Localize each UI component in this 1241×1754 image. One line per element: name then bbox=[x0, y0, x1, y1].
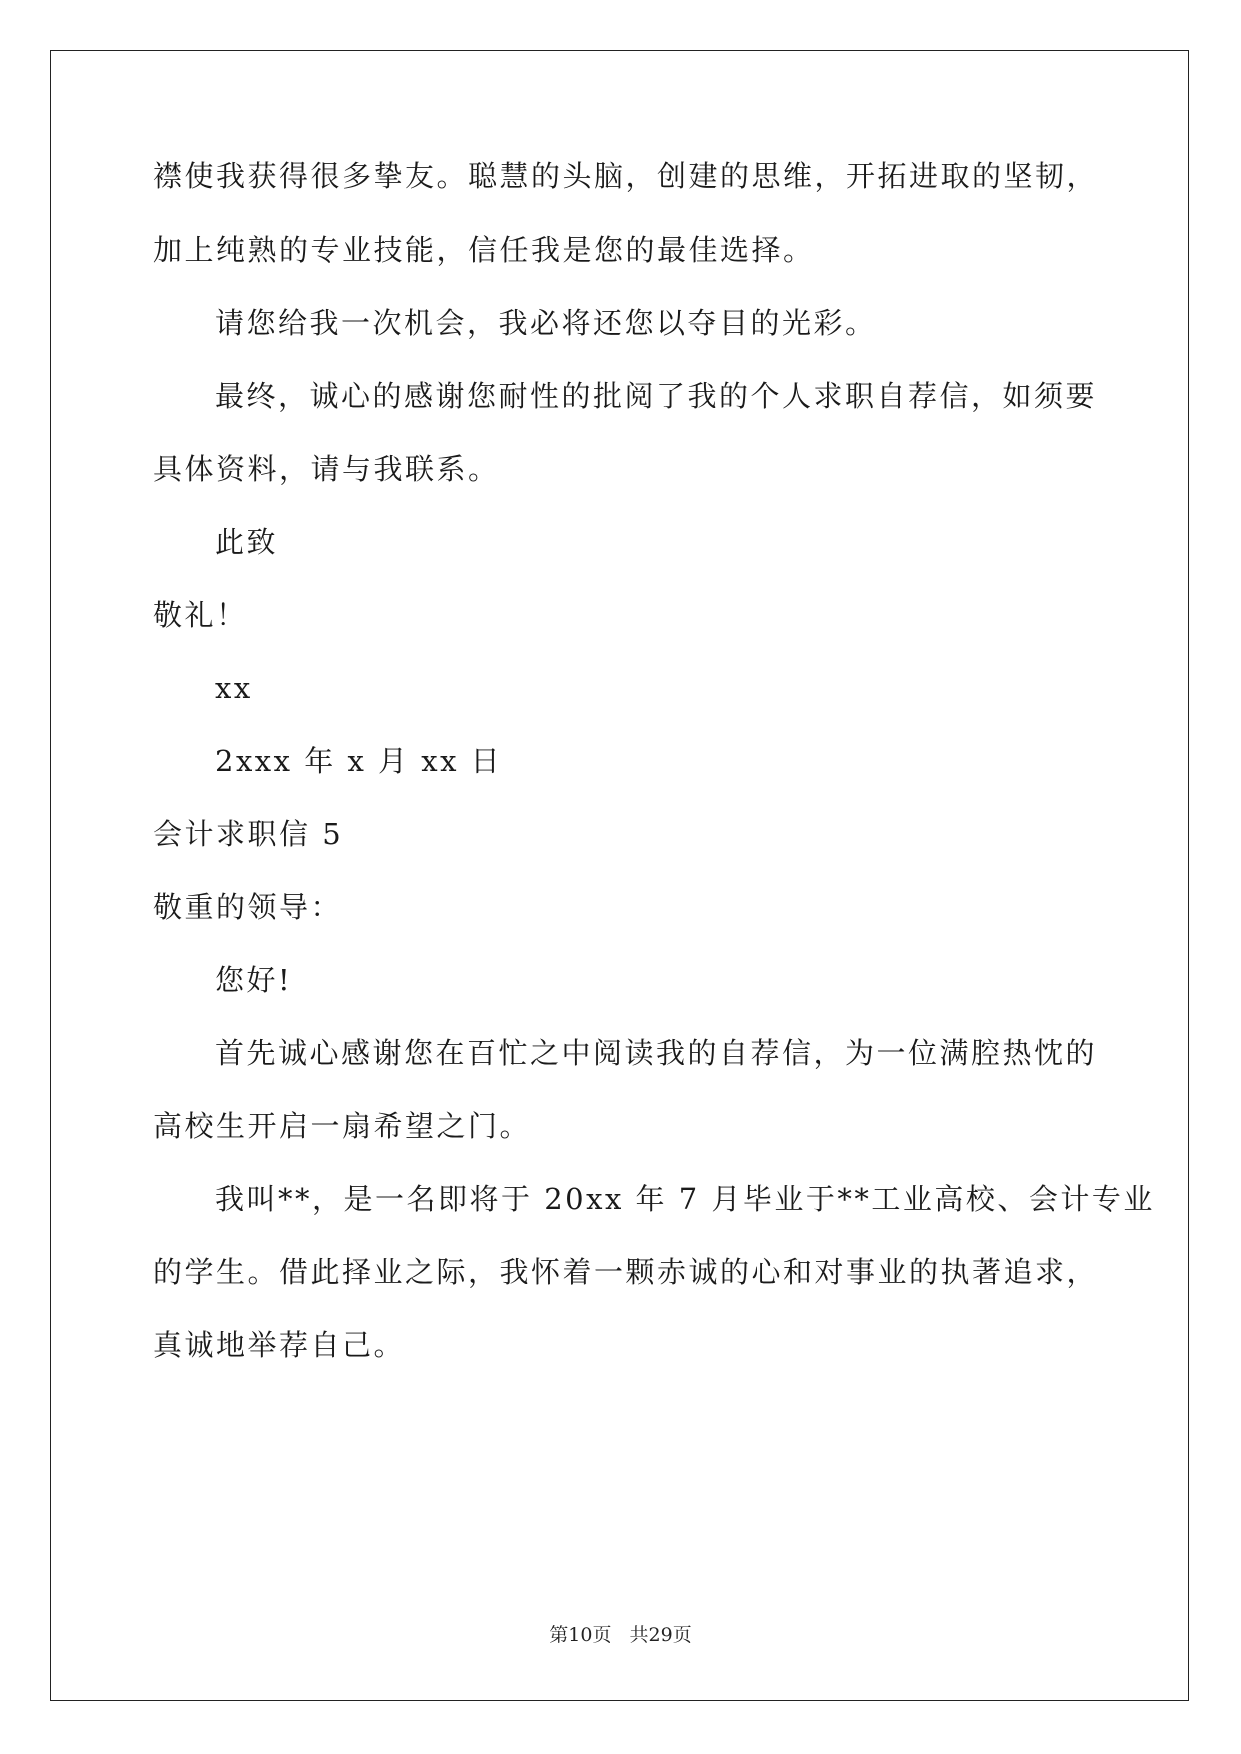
text-line: 的学生。借此择业之际，我怀着一颗赤诚的心和对事业的执著追求， bbox=[153, 1255, 1099, 1289]
section-title: 会计求职信 5 bbox=[153, 817, 344, 851]
signature-name: xx bbox=[215, 671, 253, 705]
page-footer bbox=[0, 1623, 1241, 1647]
text-line: 具体资料，请与我联系。 bbox=[153, 452, 500, 486]
closing-salutation: 此致 bbox=[215, 525, 279, 559]
page-border bbox=[50, 50, 1189, 1701]
closing-regards: 敬礼！ bbox=[153, 598, 248, 632]
greeting-hello: 您好! bbox=[215, 963, 293, 997]
page-number-current: 第10页 bbox=[549, 1624, 612, 1646]
text-line: 最终，诚心的感谢您耐性的批阅了我的个人求职自荐信，如须要 bbox=[215, 379, 1098, 413]
text-line: 首先诚心感谢您在百忙之中阅读我的自荐信，为一位满腔热忱的 bbox=[215, 1036, 1098, 1070]
signature-date: 2xxx 年 x 月 xx 日 bbox=[215, 744, 503, 778]
page-number-total: 共29页 bbox=[629, 1624, 692, 1646]
text-line: 高校生开启一扇希望之门。 bbox=[153, 1109, 532, 1143]
text-line: 襟使我获得很多挚友。聪慧的头脑，创建的思维，开拓进取的坚韧， bbox=[153, 159, 1099, 193]
text-line: 真诚地举荐自己。 bbox=[153, 1328, 406, 1362]
text-line: 加上纯熟的专业技能，信任我是您的最佳选择。 bbox=[153, 233, 815, 267]
text-line: 请您给我一次机会，我必将还您以夺目的光彩。 bbox=[215, 306, 877, 340]
greeting-line: 敬重的领导： bbox=[153, 890, 343, 924]
text-line: 我叫**，是一名即将于 20xx 年 7 月毕业于**工业高校、会计专业 bbox=[215, 1182, 1155, 1216]
